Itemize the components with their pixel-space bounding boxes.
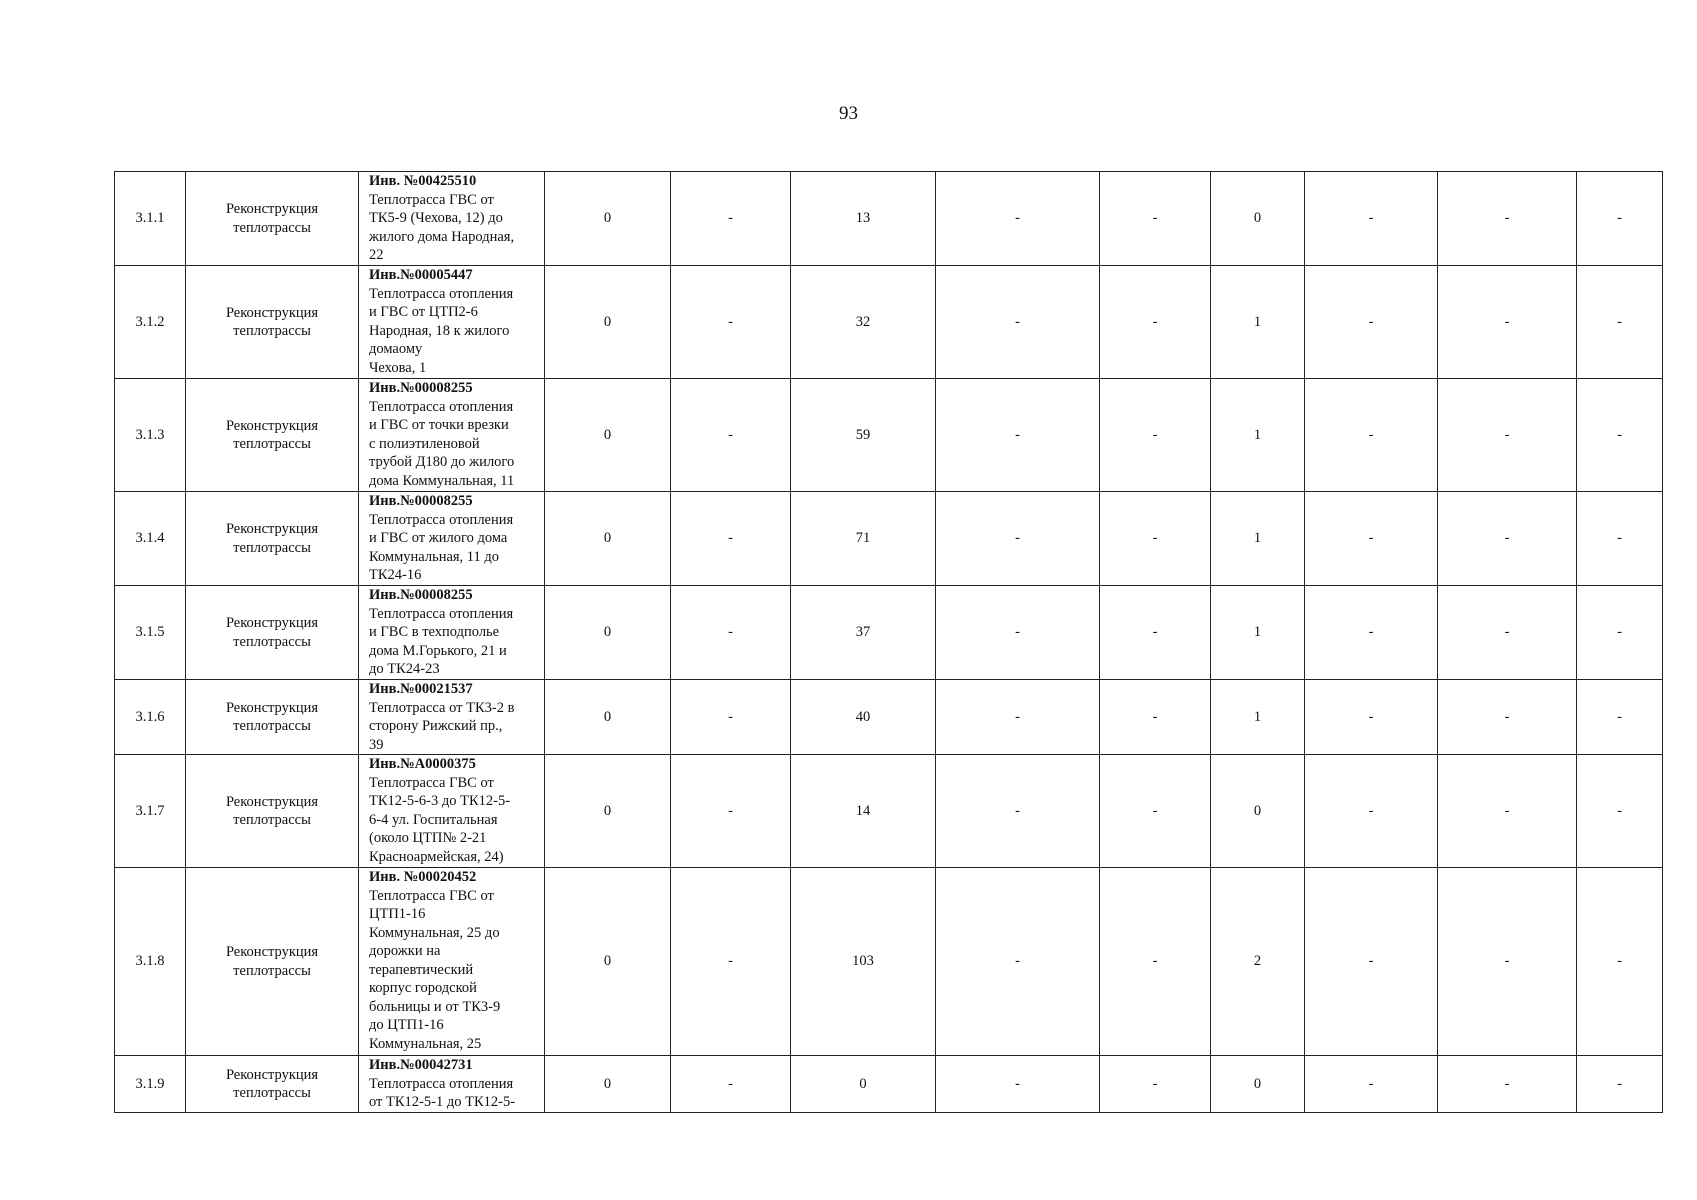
value-cell-c9: - bbox=[1577, 172, 1663, 266]
value-cell-c3: 14 bbox=[791, 755, 936, 868]
value-cell-c8: - bbox=[1438, 755, 1577, 868]
row-number-cell: 3.1.9 bbox=[115, 1056, 186, 1113]
value-cell-c5: - bbox=[1100, 868, 1211, 1056]
value-cell-c7: - bbox=[1305, 492, 1438, 586]
value-cell-c1: 0 bbox=[545, 755, 671, 868]
value-cell-c1: 0 bbox=[545, 492, 671, 586]
value-cell-c2: - bbox=[671, 266, 791, 379]
value-cell-c9: - bbox=[1577, 492, 1663, 586]
value-cell-c2: - bbox=[671, 172, 791, 266]
row-number-cell: 3.1.7 bbox=[115, 755, 186, 868]
work-type-cell: Реконструкция теплотрассы bbox=[186, 680, 359, 755]
value-cell-c3: 40 bbox=[791, 680, 936, 755]
row-number-cell: 3.1.4 bbox=[115, 492, 186, 586]
description-text: Теплотрасса ГВС от ТК5-9 (Чехова, 12) до жилого дома Народная, 22 bbox=[369, 191, 515, 263]
value-cell-c9: - bbox=[1577, 1056, 1663, 1113]
value-cell-c9: - bbox=[1577, 680, 1663, 755]
description-cell bbox=[359, 172, 545, 266]
value-cell-c3: 37 bbox=[791, 586, 936, 680]
value-cell-c1: 0 bbox=[545, 586, 671, 680]
value-cell-c6: 0 bbox=[1211, 755, 1305, 868]
value-cell-c7: - bbox=[1305, 755, 1438, 868]
table-body bbox=[115, 172, 1663, 1113]
table-row bbox=[115, 379, 1663, 492]
value-cell-c9: - bbox=[1577, 379, 1663, 492]
value-cell-c1: 0 bbox=[545, 1056, 671, 1113]
inventory-number: Инв.№00008255 bbox=[369, 587, 473, 603]
value-cell-c8: - bbox=[1438, 586, 1577, 680]
value-cell-c5: - bbox=[1100, 379, 1211, 492]
value-cell-c2: - bbox=[671, 379, 791, 492]
description-cell bbox=[359, 1056, 545, 1113]
inventory-number: Инв.№А0000375 bbox=[369, 756, 476, 772]
description-text: Теплотрасса отопления и ГВС от точки врезки с полиэтиленовой трубой Д180 до жилого дома Коммунальная, 11 bbox=[369, 398, 515, 489]
value-cell-c9: - bbox=[1577, 868, 1663, 1056]
value-cell-c2: - bbox=[671, 586, 791, 680]
value-cell-c8: - bbox=[1438, 492, 1577, 586]
table-row bbox=[115, 680, 1663, 755]
value-cell-c2: - bbox=[671, 755, 791, 868]
value-cell-c8: - bbox=[1438, 680, 1577, 755]
row-number-cell: 3.1.1 bbox=[115, 172, 186, 266]
row-number-cell: 3.1.6 bbox=[115, 680, 186, 755]
description-cell bbox=[359, 680, 545, 755]
work-type-cell: Реконструкция теплотрассы bbox=[186, 266, 359, 379]
row-number-cell: 3.1.3 bbox=[115, 379, 186, 492]
value-cell-c4: - bbox=[936, 755, 1100, 868]
work-type-cell: Реконструкция теплотрассы bbox=[186, 586, 359, 680]
table-row bbox=[115, 586, 1663, 680]
value-cell-c2: - bbox=[671, 680, 791, 755]
value-cell-c4: - bbox=[936, 379, 1100, 492]
value-cell-c2: - bbox=[671, 492, 791, 586]
description-cell bbox=[359, 868, 545, 1056]
value-cell-c7: - bbox=[1305, 868, 1438, 1056]
value-cell-c4: - bbox=[936, 868, 1100, 1056]
description-text: Теплотрасса отопления и ГВС от ЦТП2-6 Народная, 18 к жилого домаому Чехова, 1 bbox=[369, 285, 514, 376]
value-cell-c6: 2 bbox=[1211, 868, 1305, 1056]
table-row bbox=[115, 755, 1663, 868]
value-cell-c9: - bbox=[1577, 755, 1663, 868]
description-cell bbox=[359, 755, 545, 868]
row-number-cell: 3.1.2 bbox=[115, 266, 186, 379]
work-type-cell: Реконструкция теплотрассы bbox=[186, 492, 359, 586]
value-cell-c8: - bbox=[1438, 172, 1577, 266]
value-cell-c6: 1 bbox=[1211, 586, 1305, 680]
value-cell-c3: 103 bbox=[791, 868, 936, 1056]
description-text: Теплотрасса отопления и ГВС в техподполье дома М.Горького, 21 и до ТК24-23 bbox=[369, 605, 514, 677]
value-cell-c6: 0 bbox=[1211, 1056, 1305, 1113]
value-cell-c5: - bbox=[1100, 680, 1211, 755]
value-cell-c8: - bbox=[1438, 266, 1577, 379]
work-type-cell: Реконструкция теплотрассы bbox=[186, 172, 359, 266]
value-cell-c7: - bbox=[1305, 586, 1438, 680]
inventory-number: Инв.№00042731 bbox=[369, 1057, 473, 1073]
inventory-number: Инв.№00008255 bbox=[369, 380, 473, 396]
value-cell-c4: - bbox=[936, 172, 1100, 266]
description-text: Теплотрасса ГВС от ТК12-5-6-3 до ТК12-5- 6-4 ул. Госпитальная (около ЦТП№ 2-21 Красноармейская, 24) bbox=[369, 774, 511, 865]
inventory-number: Инв.№00008255 bbox=[369, 493, 473, 509]
value-cell-c1: 0 bbox=[545, 379, 671, 492]
value-cell-c2: - bbox=[671, 1056, 791, 1113]
description-cell bbox=[359, 492, 545, 586]
value-cell-c5: - bbox=[1100, 492, 1211, 586]
table-row bbox=[115, 172, 1663, 266]
value-cell-c1: 0 bbox=[545, 172, 671, 266]
table-row bbox=[115, 1056, 1663, 1113]
value-cell-c9: - bbox=[1577, 586, 1663, 680]
value-cell-c6: 0 bbox=[1211, 172, 1305, 266]
description-cell bbox=[359, 586, 545, 680]
page-number: 93 bbox=[839, 103, 858, 124]
value-cell-c3: 71 bbox=[791, 492, 936, 586]
description-text: Теплотрасса отопления и ГВС от жилого дома Коммунальная, 11 до ТК24-16 bbox=[369, 511, 514, 583]
table-row bbox=[115, 492, 1663, 586]
value-cell-c6: 1 bbox=[1211, 266, 1305, 379]
value-cell-c4: - bbox=[936, 492, 1100, 586]
inventory-number: Инв. №00020452 bbox=[369, 869, 477, 885]
value-cell-c4: - bbox=[936, 1056, 1100, 1113]
value-cell-c5: - bbox=[1100, 172, 1211, 266]
value-cell-c3: 32 bbox=[791, 266, 936, 379]
work-type-cell: Реконструкция теплотрассы bbox=[186, 755, 359, 868]
table-row bbox=[115, 266, 1663, 379]
reconstruction-table bbox=[114, 171, 1663, 1113]
value-cell-c6: 1 bbox=[1211, 492, 1305, 586]
value-cell-c1: 0 bbox=[545, 868, 671, 1056]
value-cell-c8: - bbox=[1438, 1056, 1577, 1113]
value-cell-c1: 0 bbox=[545, 680, 671, 755]
row-number-cell: 3.1.8 bbox=[115, 868, 186, 1056]
row-number-cell: 3.1.5 bbox=[115, 586, 186, 680]
value-cell-c6: 1 bbox=[1211, 680, 1305, 755]
value-cell-c3: 59 bbox=[791, 379, 936, 492]
work-type-cell: Реконструкция теплотрассы bbox=[186, 868, 359, 1056]
inventory-number: Инв.№00005447 bbox=[369, 267, 473, 283]
value-cell-c4: - bbox=[936, 586, 1100, 680]
work-type-cell: Реконструкция теплотрассы bbox=[186, 1056, 359, 1113]
inventory-number: Инв. №00425510 bbox=[369, 173, 477, 189]
value-cell-c5: - bbox=[1100, 755, 1211, 868]
value-cell-c3: 13 bbox=[791, 172, 936, 266]
description-cell bbox=[359, 266, 545, 379]
value-cell-c9: - bbox=[1577, 266, 1663, 379]
value-cell-c6: 1 bbox=[1211, 379, 1305, 492]
value-cell-c8: - bbox=[1438, 379, 1577, 492]
description-text: Теплотрасса отопления от ТК12-5-1 до ТК12-5- bbox=[369, 1075, 516, 1110]
value-cell-c2: - bbox=[671, 868, 791, 1056]
value-cell-c5: - bbox=[1100, 586, 1211, 680]
value-cell-c4: - bbox=[936, 266, 1100, 379]
description-cell bbox=[359, 379, 545, 492]
description-text: Теплотрасса ГВС от ЦТП1-16 Коммунальная, 25 до дорожки на терапевтический корпус городской больницы и от ТК3-9 до ЦТП1-16 Коммунальная, 25 bbox=[369, 887, 501, 1052]
value-cell-c7: - bbox=[1305, 379, 1438, 492]
value-cell-c7: - bbox=[1305, 266, 1438, 379]
value-cell-c8: - bbox=[1438, 868, 1577, 1056]
value-cell-c7: - bbox=[1305, 1056, 1438, 1113]
description-text: Теплотрасса от ТК3-2 в сторону Рижский пр., 39 bbox=[369, 699, 515, 753]
work-type-cell: Реконструкция теплотрассы bbox=[186, 379, 359, 492]
value-cell-c4: - bbox=[936, 680, 1100, 755]
table-row bbox=[115, 868, 1663, 1056]
value-cell-c5: - bbox=[1100, 266, 1211, 379]
value-cell-c7: - bbox=[1305, 680, 1438, 755]
value-cell-c7: - bbox=[1305, 172, 1438, 266]
value-cell-c5: - bbox=[1100, 1056, 1211, 1113]
value-cell-c1: 0 bbox=[545, 266, 671, 379]
inventory-number: Инв.№00021537 bbox=[369, 681, 473, 697]
value-cell-c3: 0 bbox=[791, 1056, 936, 1113]
